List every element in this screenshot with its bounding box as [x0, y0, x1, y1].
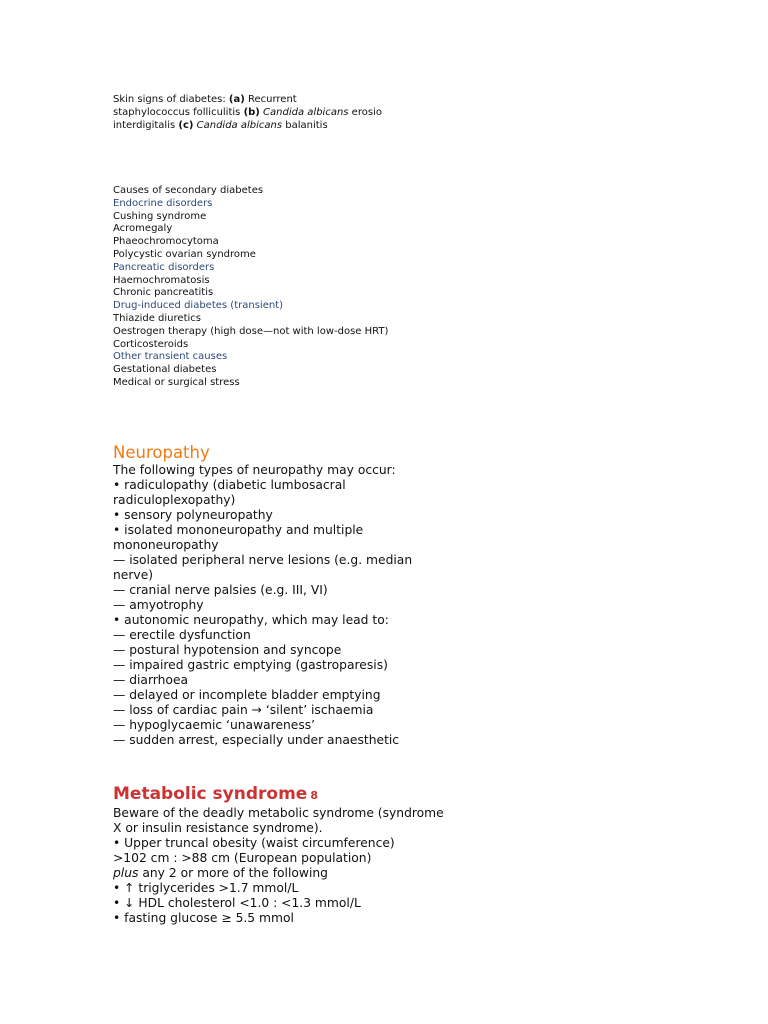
secondary-diabetes-box	[113, 185, 388, 390]
text-line: — isolated peripheral nerve lesions (e.g. median	[113, 553, 413, 567]
text-line	[113, 866, 444, 881]
section-heading: Neuropathy	[113, 443, 210, 462]
text-line: • autonomic neuropathy, which may lead to:	[113, 613, 389, 627]
text-line: • ↓ HDL cholesterol <1.0 : <1.3 mmol/L	[113, 896, 361, 910]
category-heading: Other transient causes	[113, 351, 228, 363]
cause-item: Acromegaly	[113, 223, 173, 235]
text-line: — diarrhoea	[113, 673, 189, 687]
causes-list	[113, 198, 388, 390]
text-line: — hypoglycaemic ‘unawareness’	[113, 718, 316, 732]
category-heading: Endocrine disorders	[113, 197, 213, 209]
text-line: • sensory polyneuropathy	[113, 508, 273, 522]
text-line: • isolated mononeuropathy and multiple	[113, 523, 364, 537]
text-line: radiculoplexopathy)	[113, 493, 236, 507]
text-line: — impaired gastric emptying (gastroparesis)	[113, 658, 388, 672]
caption-text: staphylococcus folliculitis	[113, 107, 244, 118]
text-line: — delayed or incomplete bladder emptying	[113, 688, 381, 702]
caption-species: Candida albicans	[259, 107, 349, 118]
reference-number: 8	[310, 789, 318, 802]
section-heading	[113, 784, 444, 806]
cause-item: Haemochromatosis	[113, 274, 210, 286]
figure-caption	[113, 93, 413, 132]
caption-text: Skin signs of diabetes:	[113, 94, 229, 105]
cause-item: Gestational diabetes	[113, 364, 217, 376]
cause-item: Cushing syndrome	[113, 210, 207, 222]
text-line: • radiculopathy (diabetic lumbosacral	[113, 478, 346, 492]
text-line: mononeuropathy	[113, 538, 219, 552]
cause-item: Phaeochromocytoma	[113, 236, 219, 248]
text-line: • Upper truncal obesity (waist circumference)	[113, 836, 395, 850]
text-line: — postural hypotension and syncope	[113, 643, 342, 657]
text-line: nerve)	[113, 568, 154, 582]
caption-text: erosio	[348, 107, 382, 118]
cause-item: Medical or surgical stress	[113, 376, 240, 388]
italic-word: plus	[113, 866, 139, 880]
text-line: • fasting glucose ≥ 5.5 mmol	[113, 911, 294, 925]
caption-text: interdigitalis	[113, 120, 179, 131]
box-title: Causes of secondary diabetes	[113, 185, 264, 196]
text-line: — loss of cardiac pain → ‘silent’ ischaemia	[113, 703, 374, 717]
metabolic-section	[113, 784, 444, 926]
text-fragment: any 2 or more of the following	[138, 866, 328, 880]
caption-label-b: (b)	[243, 107, 260, 118]
text-line: • ↑ triglycerides >1.7 mmol/L	[113, 881, 299, 895]
text-line: Beware of the deadly metabolic syndrome (syndrome	[113, 806, 444, 820]
metabolic-text	[113, 806, 444, 926]
text-line: — erectile dysfunction	[113, 628, 251, 642]
text-line: The following types of neuropathy may occur:	[113, 463, 396, 477]
neuropathy-section	[113, 443, 412, 748]
cause-item: Corticosteroids	[113, 338, 189, 350]
text-line: — cranial nerve palsies (e.g. III, VI)	[113, 583, 328, 597]
text-line: X or insulin resistance syndrome).	[113, 821, 323, 835]
text-line: — amyotrophy	[113, 598, 204, 612]
caption-text: Recurrent	[244, 94, 297, 105]
caption-text: balanitis	[282, 120, 328, 131]
category-heading: Drug-induced diabetes (transient)	[113, 300, 283, 312]
cause-item: Thiazide diuretics	[113, 312, 201, 324]
cause-item: Chronic pancreatitis	[113, 287, 214, 299]
cause-item: Oestrogen therapy (high dose—not with low-dose HRT)	[113, 325, 389, 337]
neuropathy-list	[113, 463, 412, 748]
text-line: — sudden arrest, especially under anaesthetic	[113, 733, 400, 747]
cause-item: Polycystic ovarian syndrome	[113, 248, 256, 260]
text-line: >102 cm : >88 cm (European population)	[113, 851, 372, 865]
caption-label-a: (a)	[228, 94, 245, 105]
caption-species: Candida albicans	[193, 120, 283, 131]
section-title-text: Metabolic syndrome	[113, 784, 308, 804]
caption-label-c: (c)	[178, 120, 194, 131]
category-heading: Pancreatic disorders	[113, 261, 215, 273]
